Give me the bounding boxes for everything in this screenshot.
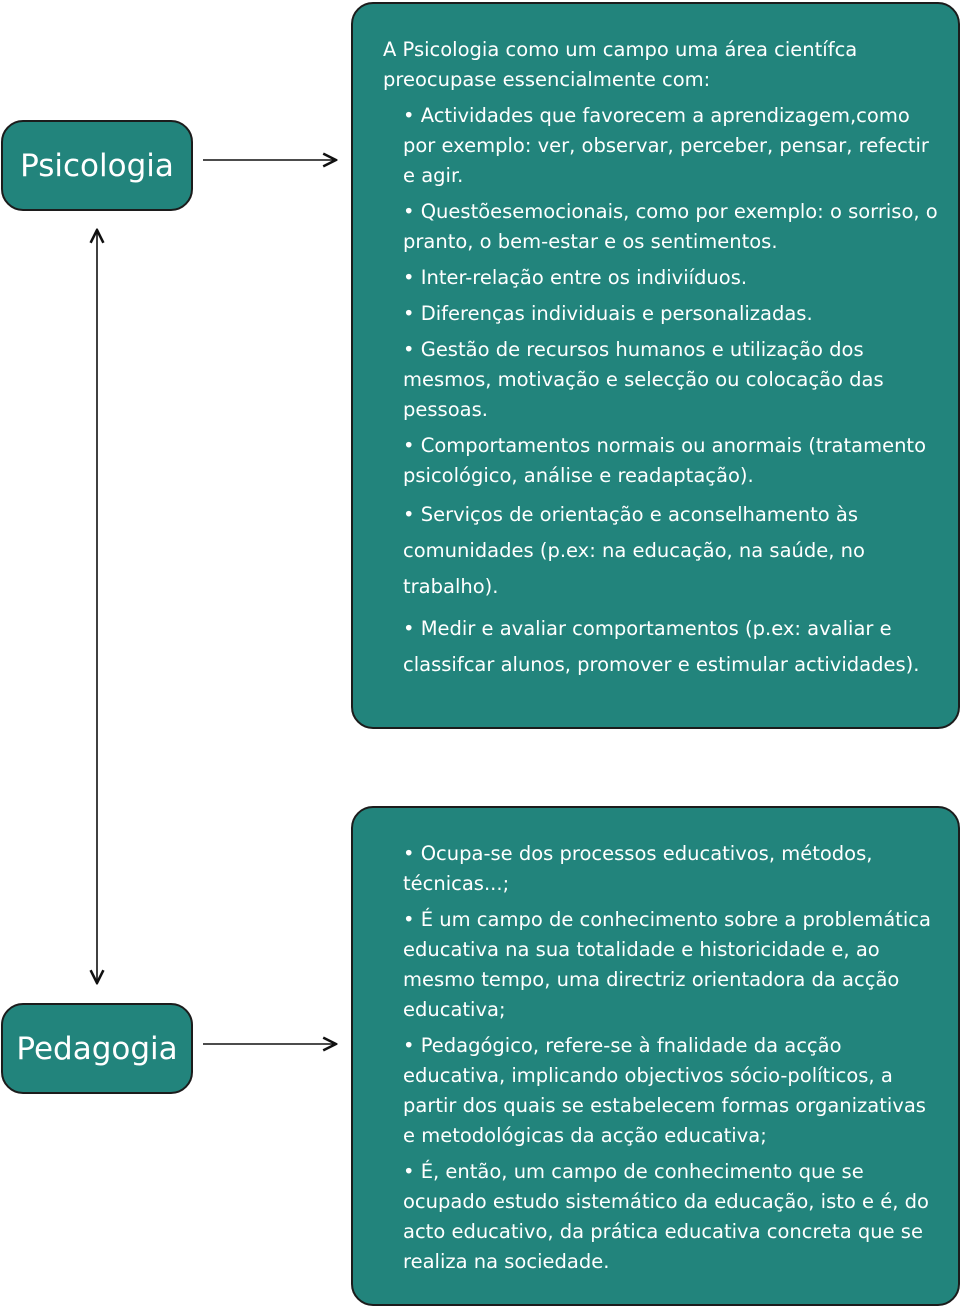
list-item: • Actividades que favorecem a aprendizagem,como por exemplo: ver, observar, perceber, pensar, refectir e agir. — [403, 101, 940, 191]
list-item: • Diferenças individuais e personalizadas. — [403, 299, 940, 329]
list-item: • É, então, um campo de conhecimento que se ocupado estudo sistemático da educação, isto e é, do acto educativo, da prática educativa concreta que se realiza na sociedade. — [403, 1157, 940, 1277]
pedagogia-description-box — [351, 806, 960, 1306]
list-item: • Inter-relação entre os indiviíduos. — [403, 263, 940, 293]
node-psicologia-label: Psicologia — [20, 147, 174, 184]
list-item: • Ocupa-se dos processos educativos, métodos, técnicas...; — [403, 839, 940, 899]
psicologia-intro: A Psicologia como um campo uma área científca preocupase essencialmente com: — [383, 38, 858, 91]
psicologia-items — [383, 101, 940, 683]
list-item: • Medir e avaliar comportamentos (p.ex: avaliar e classifcar alunos, promover e estimular actividades). — [403, 611, 940, 683]
list-item: • Serviços de orientação e aconselhamento às comunidades (p.ex: na educação, na saúde, no trabalho). — [403, 497, 940, 605]
pedagogia-items — [383, 839, 940, 1277]
list-item: • Gestão de recursos humanos e utilização dos mesmos, motivação e selecção ou colocação das pessoas. — [403, 335, 940, 425]
node-pedagogia — [1, 1003, 193, 1094]
node-pedagogia-label: Pedagogia — [16, 1030, 178, 1067]
list-item: • É um campo de conhecimento sobre a problemática educativa na sua totalidade e historicidade e, ao mesmo tempo, uma directriz orientadora da acção educativa; — [403, 905, 940, 1025]
node-psicologia — [1, 120, 193, 211]
list-item: • Questõesemocionais, como por exemplo: o sorriso, o pranto, o bem-estar e os sentimentos. — [403, 197, 940, 257]
psicologia-description-box — [351, 2, 960, 729]
list-item: • Comportamentos normais ou anormais (tratamento psicológico, análise e readaptação). — [403, 431, 940, 491]
list-item: • Pedagógico, refere-se à fnalidade da acção educativa, implicando objectivos sócio-políticos, a partir dos quais se estabelecem formas organizativas e metodológicas da acção educativa; — [403, 1031, 940, 1151]
